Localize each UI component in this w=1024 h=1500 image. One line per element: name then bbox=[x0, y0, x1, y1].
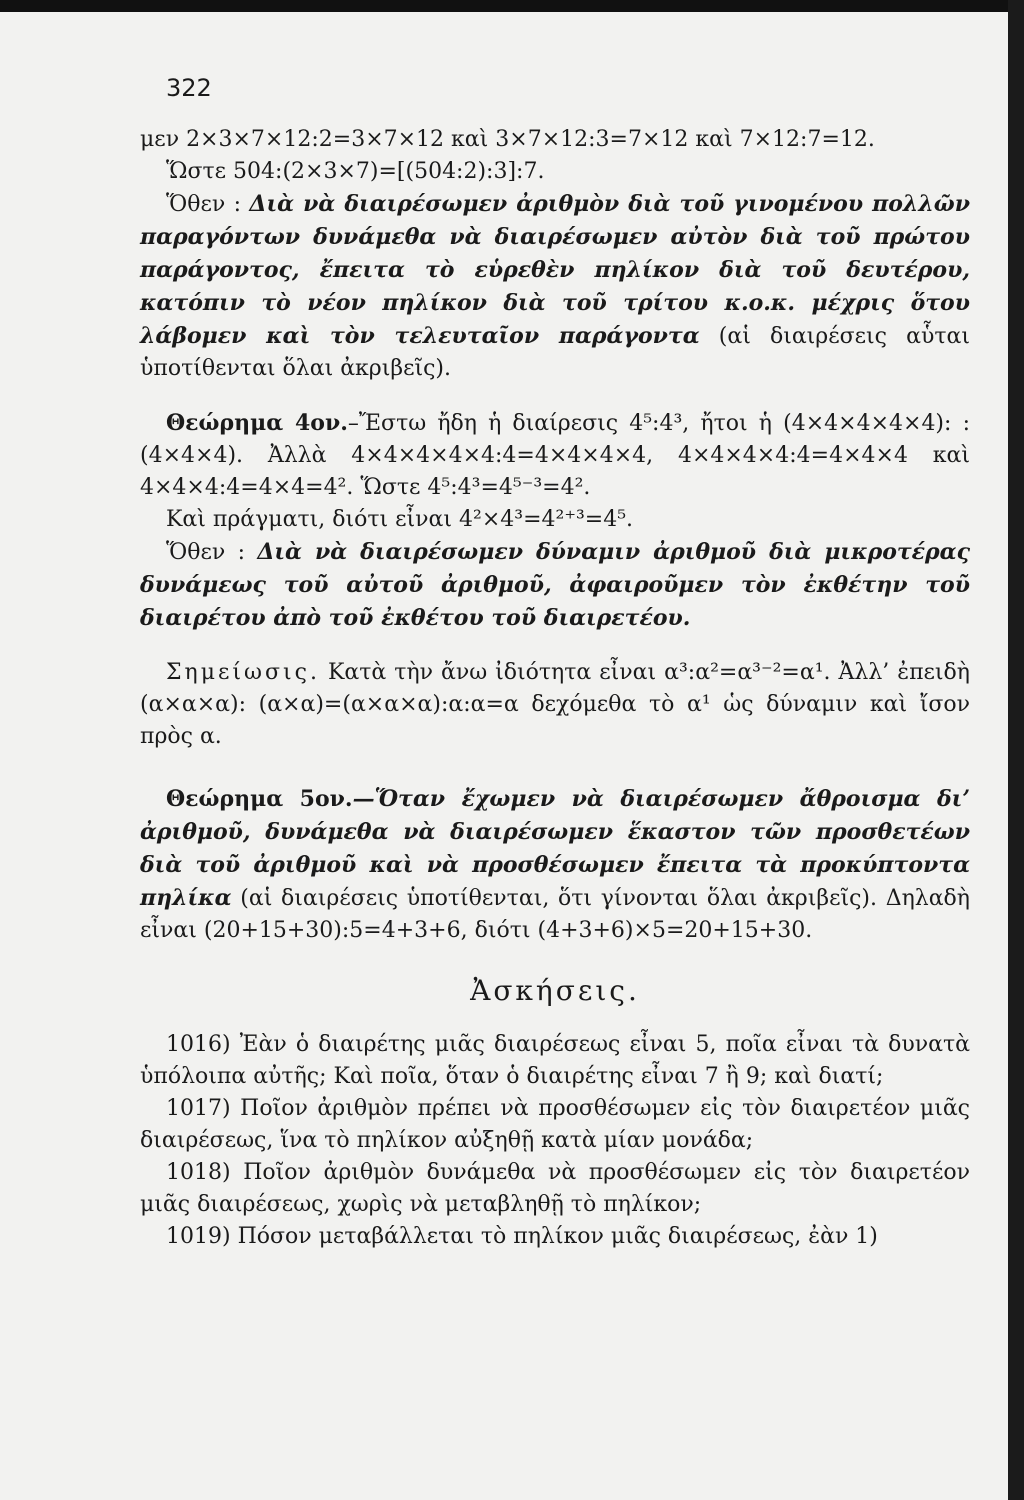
paragraph-line: Ὥστε 504:(2×3×7)=[(504:2):3]:7. bbox=[166, 159, 545, 184]
rule-tail: (αἱ διαιρέσεις αὗται ὑποτίθενται ὅλαι ἀκριβεῖς). bbox=[140, 324, 970, 381]
scan-right-edge bbox=[1008, 0, 1024, 1500]
note-text: Κατὰ τὴν ἄνω ἰδιότητα εἶναι α³:α²=α³⁻²=α¹. Ἀλλ’ ἐπειδὴ (α×α×α): (α×α)=(α×α×α):α:α=α δεχόμεθα τὸ α¹ ὡς δύναμιν καὶ ἴσον πρὸς α. bbox=[140, 660, 970, 749]
lead-text: Ὅθεν : bbox=[166, 540, 258, 565]
note-label: Σημείωσις. bbox=[166, 660, 320, 685]
theorem-4-rule bbox=[140, 536, 970, 635]
rule-text: Διὰ νὰ διαιρέσωμεν ἀριθμὸν διὰ τοῦ γινομένου πολλῶν παραγόντων δυνάμεθα νὰ διαιρέσωμεν αὐτὸν διὰ τοῦ πρώτου παράγοντος, ἔπειτα τὸ εὑρεθὲν πηλίκον διὰ τοῦ δευτέρου, κατόπιν τὸ νέον πηλίκον διὰ τοῦ τρίτου κ.ο.κ. μέχρις ὅτου λάβομεν καὶ τὸν τελευταῖον παράγοντα bbox=[140, 191, 970, 349]
page-number: 322 bbox=[166, 74, 212, 102]
exercise-item: 1019) Πόσον μεταβάλλεται τὸ πηλίκον μιᾶς διαιρέσεως, ἐὰν 1) bbox=[166, 1224, 878, 1249]
theorem-4-verification: Καὶ πράγματι, διότι εἶναι 4²×4³=4²⁺³=4⁵. bbox=[166, 507, 634, 532]
scan-top-edge bbox=[0, 0, 1024, 12]
rule-text: Διὰ νὰ διαιρέσωμεν δύναμιν ἀριθμοῦ διὰ μικροτέρας δυνάμεως τοῦ αὐτοῦ ἀριθμοῦ, ἀφαιροῦμεν τὸν ἐκθέτην τοῦ διαιρέτου ἀπὸ τοῦ ἐκθέτου τοῦ διαιρετέου. bbox=[140, 539, 971, 631]
exercise-item: 1016) Ἐὰν ὁ διαιρέτης μιᾶς διαιρέσεως εἶναι 5, ποῖα εἶναι τὰ δυνατὰ ὑπόλοιπα αὐτῆς; Καὶ ποῖα, ὅταν ὁ διαιρέτης εἶναι 7 ἢ 9; καὶ διατί; bbox=[140, 1032, 970, 1089]
rule-paragraph bbox=[140, 188, 970, 385]
paragraph-line: μεν 2×3×7×12:2=3×7×12 καὶ 3×7×12:3=7×12 καὶ 7×12:7=12. bbox=[140, 127, 875, 152]
lead-text: Ὅθεν : bbox=[166, 192, 250, 217]
exercise-item: 1018) Ποῖον ἀριθμὸν δυνάμεθα νὰ προσθέσωμεν εἰς τὸν διαιρετέον μιᾶς διαιρέσεως, χωρὶς νὰ μεταβληθῇ τὸ πηλίκον; bbox=[140, 1160, 970, 1217]
exercise-item: 1017) Ποῖον ἀριθμὸν πρέπει νὰ προσθέσωμεν εἰς τὸν διαιρετέον μιᾶς διαιρέσεως, ἵνα τὸ πηλίκον αὐξηθῇ κατὰ μίαν μονάδα; bbox=[140, 1096, 970, 1153]
theorem-label: Θεώρημα 5ον. bbox=[166, 786, 353, 812]
theorem-text: —Ὅταν ἔχωμεν νὰ διαιρέσωμεν ἄθροισμα δι’ ἀριθμοῦ, δυνάμεθα νὰ διαιρέσωμεν ἕκαστον τῶν προσθετέων διὰ τοῦ ἀριθμοῦ καὶ νὰ προσθέσωμεν ἔπειτα τὰ προκύπτοντα πηλίκα bbox=[140, 786, 970, 911]
theorem-text: –Ἔστω ἤδη ἡ διαίρεσις 4⁵:4³, ἤτοι ἡ (4×4×4×4×4): :(4×4×4). Ἀλλὰ 4×4×4×4×4:4=4×4×4×4, 4×4×4×4:4=4×4×4 καὶ 4×4×4:4=4×4=4². Ὥστε 4⁵:4³=4⁵⁻³=4². bbox=[140, 411, 970, 500]
exercises-heading: Ἀσκήσεις. bbox=[470, 974, 640, 1007]
theorem-tail: (αἱ διαιρέσεις ὑποτίθενται, ὅτι γίνονται ὅλαι ἀκριβεῖς). Δηλαδὴ εἶναι (20+15+30):5=4+3+6, διότι (4+3+6)×5=20+15+30. bbox=[140, 886, 970, 943]
note-paragraph bbox=[140, 657, 970, 753]
theorem-label: Θεώρημα 4ον. bbox=[166, 410, 348, 436]
theorem-4 bbox=[140, 407, 970, 504]
theorem-5 bbox=[140, 783, 970, 947]
book-page bbox=[140, 72, 970, 1253]
